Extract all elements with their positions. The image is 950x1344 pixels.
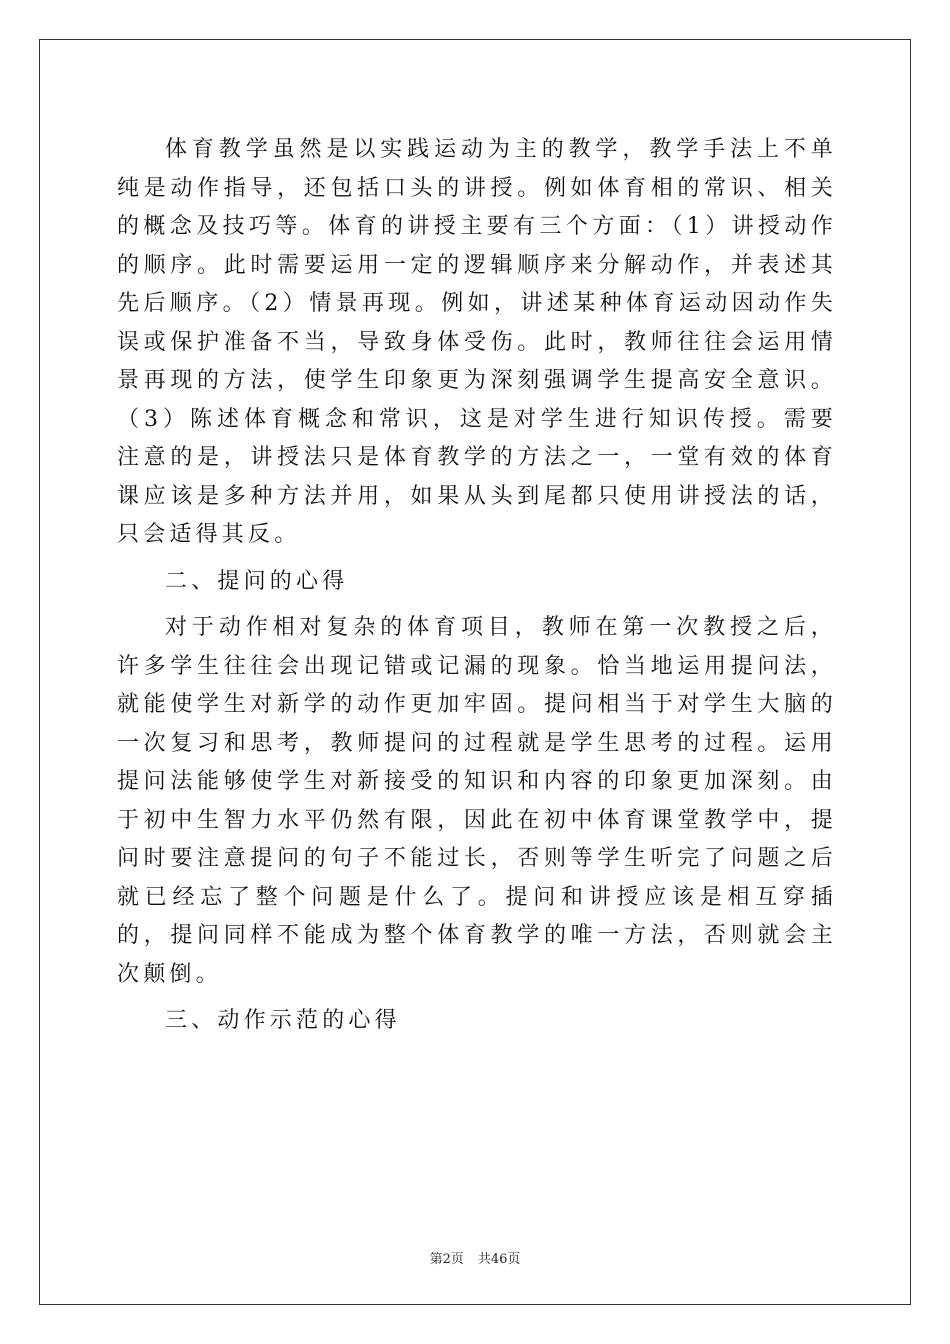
document-body [117, 131, 837, 1049]
section-heading-demonstration: 三、动作示范的心得 [165, 1008, 401, 1033]
paragraph-questioning-method: 对于动作相对复杂的体育项目，教师在第一次教授之后，许多学生往往会出现记错或记漏的现象。恰当地运用提问法，就能使学生对新学的动作更加牢固。提问相当于对学生大脑的一次复习和思考，教师提问的过程就是学生思考的过程。运用提问法能够使学生对新接受的知识和内容的印象更加深刻。由于初中生智力水平仍然有限，因此在初中体育课堂教学中，提问时要注意提问的句子不能过长，否则等学生听完了问题之后就已经忘了整个问题是什么了。提问和讲授应该是相互穿插的，提问同样不能成为整个体育教学的唯一方法，否则就会主次颠倒。 [117, 615, 837, 987]
section-heading-questioning: 二、提问的心得 [165, 568, 349, 594]
page-number: 第2页 [429, 1252, 464, 1267]
page-total: 共46页 [477, 1252, 521, 1267]
page-footer [0, 1248, 950, 1267]
paragraph-lecture-method: 体育教学虽然是以实践运动为主的教学，教学手法上不单纯是动作指导，还包括口头的讲授。例如体育相的常识、相关的概念及技巧等。体育的讲授主要有三个方面：（1）讲授动作的顺序。此时需要运用一定的逻辑顺序来分解动作，并表述其先后顺序。（2）情景再现。例如，讲述某种体育运动因动作失误或保护准备不当，导致身体受伤。此时，教师往往会运用情景再现的方法，使学生印象更为深刻强调学生提高安全意识。（3）陈述体育概念和常识，这是对学生进行知识传授。需要注意的是，讲授法只是体育教学的方法之一，一堂有效的体育课应该是多种方法并用，如果从头到尾都只使用讲授法的话，只会适得其反。 [117, 137, 837, 547]
